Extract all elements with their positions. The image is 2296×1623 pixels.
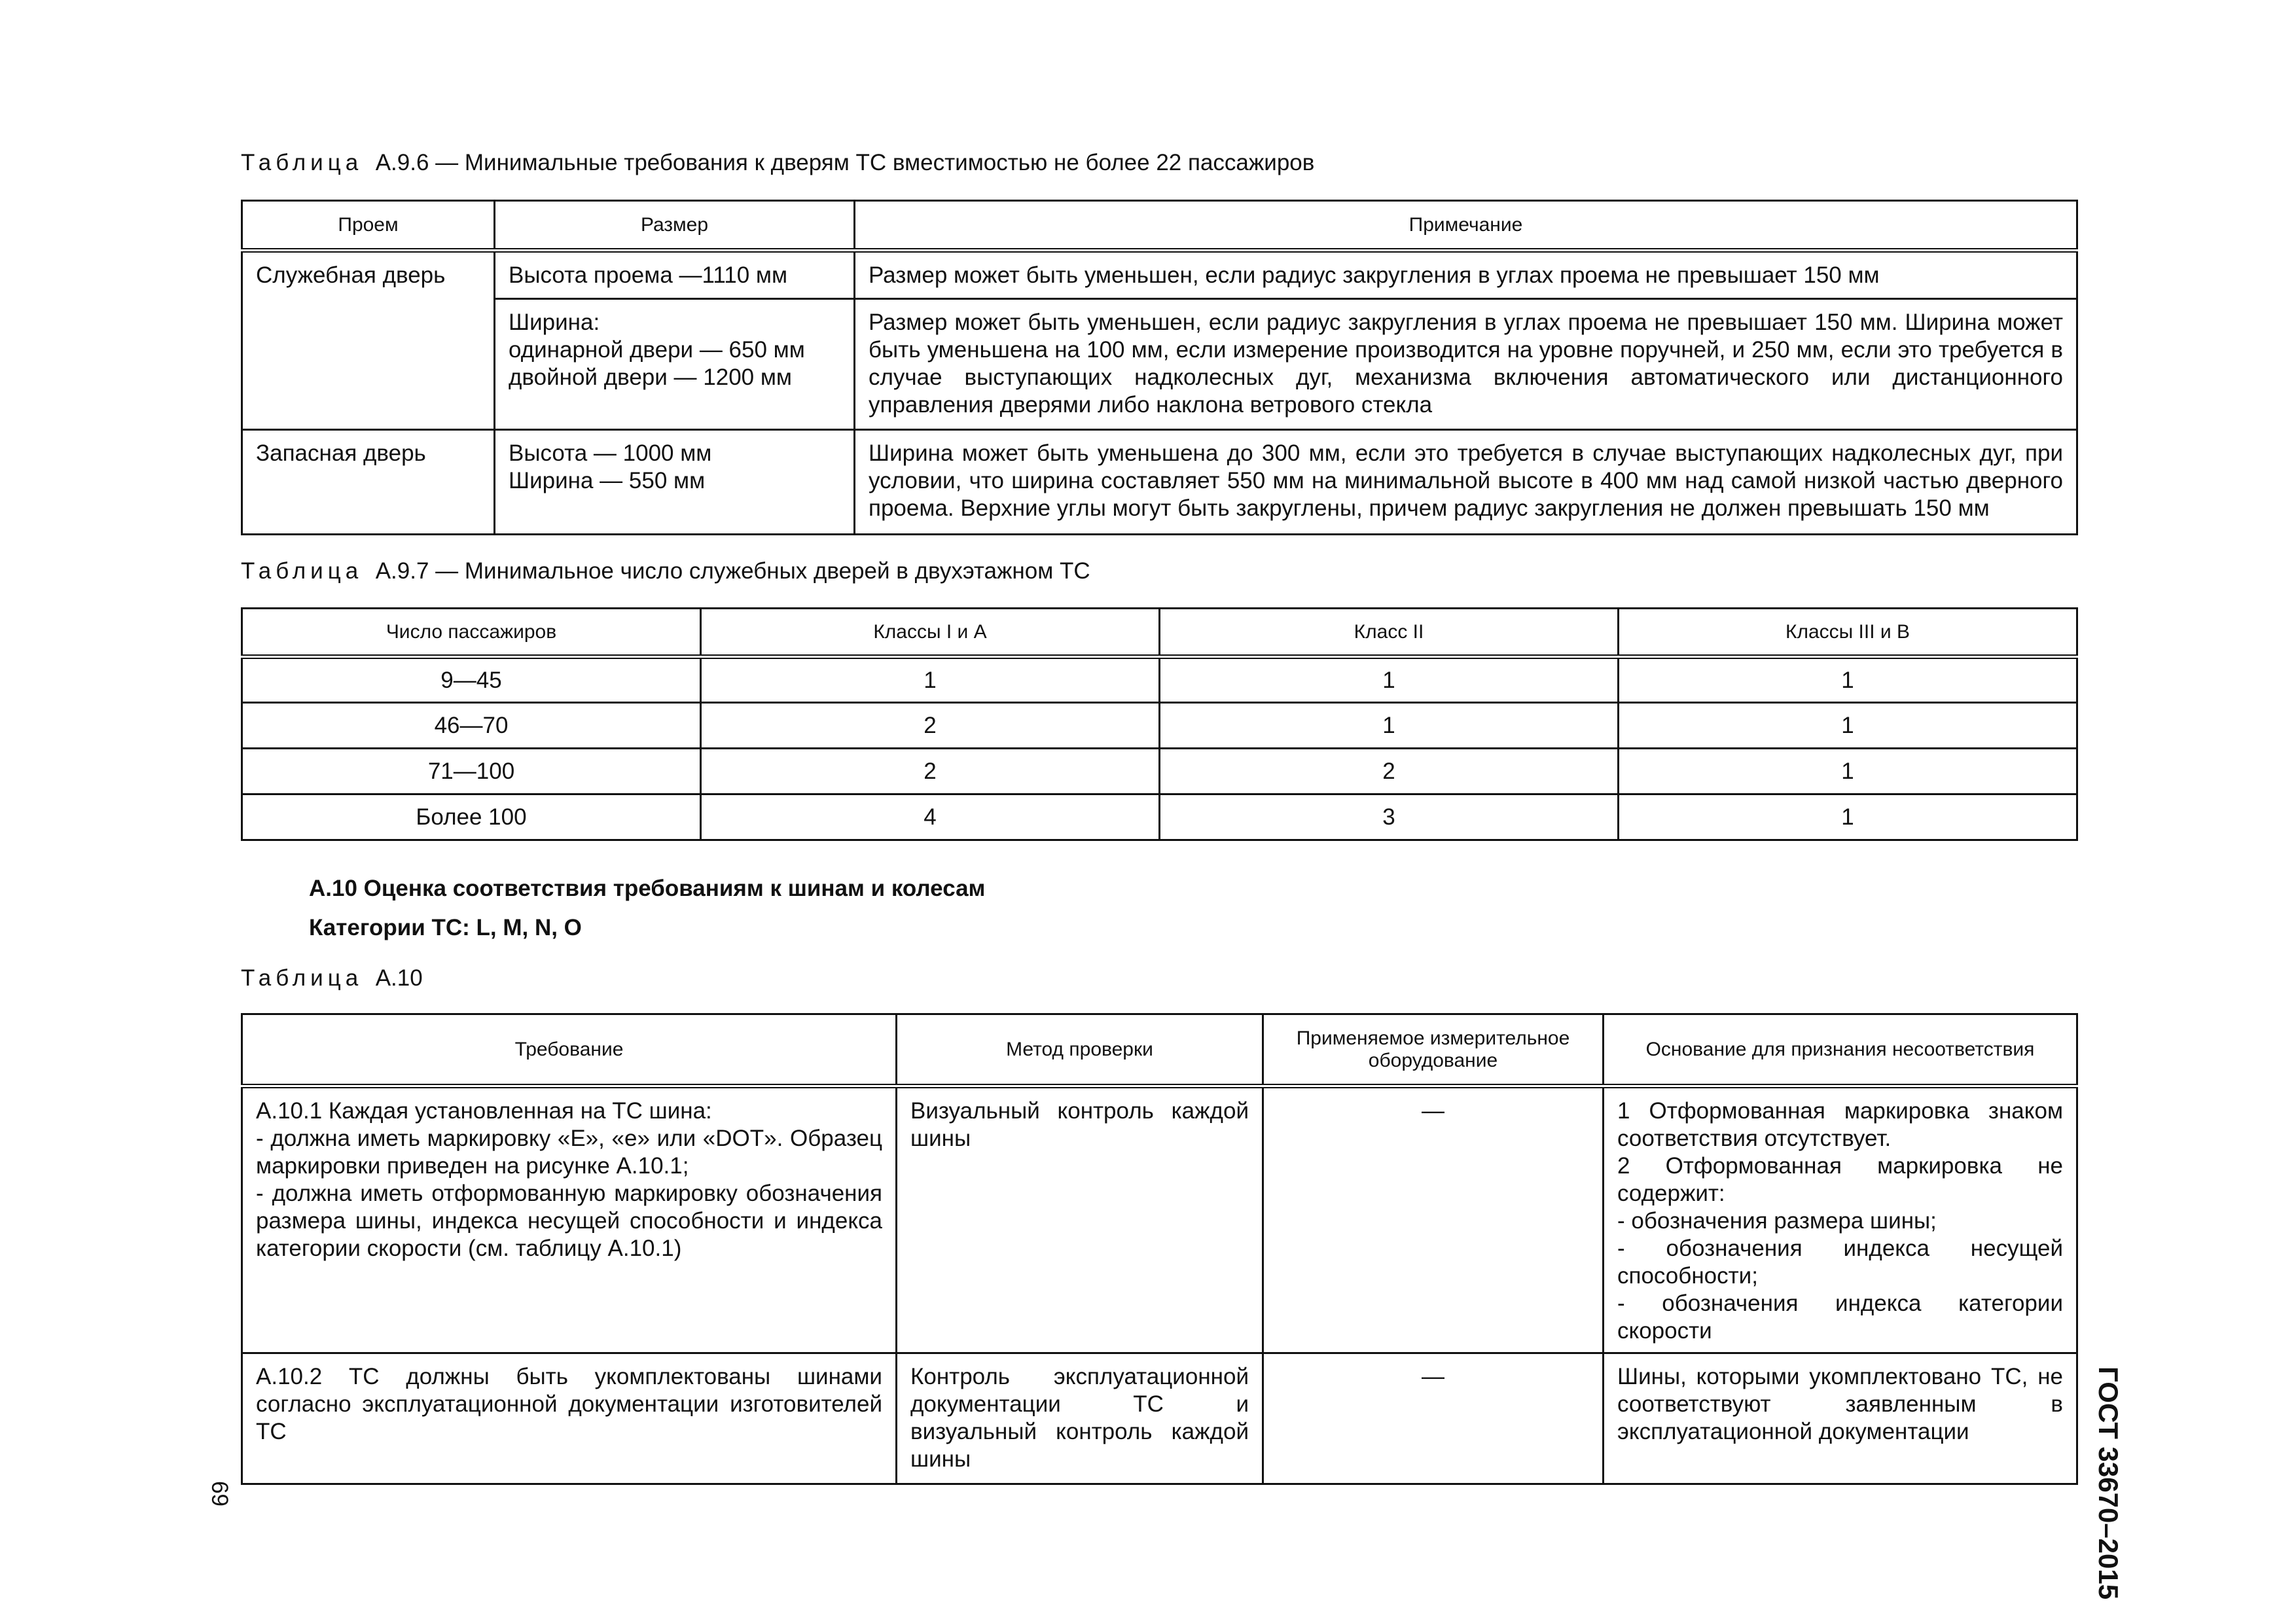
cell-text: —	[1422, 1098, 1444, 1124]
opening-cell	[242, 430, 495, 535]
basis-cell	[1604, 1353, 2077, 1484]
header-cell: Примечание	[855, 201, 2077, 251]
cell-text: Размер может быть уменьшен, если радиус закругления в углах проема не превышает 150 мм. Ширина может быть уменьшена на 100 мм, если измерение производится на уровне поручней, и 250 мм, если это требуется в случае выступающих надколесных дуг, механизма включения автоматического или дистанционного управления дверями либо наклона ветрового стекла	[869, 310, 2063, 418]
table-caption-label: Таблица	[241, 965, 363, 991]
cell-text: Служебная дверь	[256, 262, 446, 288]
table-a96	[241, 200, 2078, 535]
table-caption-text: А.10	[375, 965, 423, 991]
cell-line: Высота — 1000 мм	[509, 440, 712, 466]
table-caption-label: Таблица	[241, 150, 363, 175]
cell-text: —	[1422, 1364, 1444, 1389]
table-row	[242, 749, 2077, 794]
cell-line: - обозначения индекса категории скорости	[1617, 1291, 2063, 1344]
table-row	[242, 703, 2077, 749]
table-cell: 2	[1160, 749, 1619, 794]
table-row	[242, 1353, 2077, 1484]
table-header-row	[242, 201, 2077, 251]
basis-cell	[1604, 1086, 2077, 1353]
header-cell: Число пассажиров	[242, 609, 701, 657]
cell-line: - обозначения размера шины;	[1617, 1208, 1937, 1234]
cell-line: Ширина — 550 мм	[509, 468, 706, 493]
cell-text: Ширина может быть уменьшена до 300 мм, если это требуется в случае выступающих надколесных дуг, при условии, что ширина составляет 550 мм на минимальной высоте в 400 мм над самой низкой частью дверного проема. Верхние углы могут быть закруглены, причем радиус закругления не должен превышать 150 мм	[869, 440, 2063, 521]
table-row	[242, 1086, 2077, 1353]
equipment-cell	[1263, 1353, 1604, 1484]
table-cell: 1	[701, 657, 1160, 703]
table-cell: 1	[1619, 703, 2077, 749]
cell-line: 1 Отформованная маркировка знаком соответствия отсутствует.	[1617, 1098, 2063, 1151]
cell-line: одинарной двери — 650 мм	[509, 337, 805, 363]
header-cell: Размер	[495, 201, 855, 251]
table-header-row	[242, 1014, 2077, 1086]
document-code: ГОСТ 33670–2015	[2093, 1366, 2124, 1600]
cell-text: Высота проема —1110 мм	[509, 262, 788, 288]
cell-line: 2 Отформованная маркировка не содержит:	[1617, 1153, 2063, 1206]
requirement-cell	[242, 1353, 897, 1484]
table-header-row	[242, 609, 2077, 657]
cell-line: Ширина:	[509, 310, 600, 335]
section-heading: А.10 Оценка соответствия требованиям к шинам и колесам	[309, 876, 986, 901]
header-cell: Применяемое измерительное оборудование	[1263, 1014, 1604, 1086]
header-cell: Основание для признания несоответствия	[1604, 1014, 2077, 1086]
cell-line: А.10.2 ТС должны быть укомплектованы шинами согласно эксплуатационной документации изготовителей ТС	[256, 1364, 882, 1444]
size-cell	[495, 251, 855, 299]
opening-cell	[242, 251, 495, 430]
cell-line: А.10.1 Каждая установленная на ТС шина:	[256, 1098, 712, 1124]
table-row	[242, 299, 2077, 430]
cell-text: Запасная дверь	[256, 440, 426, 466]
table-cell: 1	[1619, 794, 2077, 840]
table-cell: 71—100	[242, 749, 701, 794]
size-cell	[495, 430, 855, 535]
cell-text: Визуальный контроль каждой шины	[910, 1098, 1249, 1151]
page-number: 69	[207, 1481, 232, 1507]
cell-line: - должна иметь отформованную маркировку обозначения размера шины, индекса несущей способности и индекса категории скорости (см. таблицу А.10.1)	[256, 1181, 882, 1261]
header-cell: Требование	[242, 1014, 897, 1086]
method-cell	[897, 1353, 1263, 1484]
header-cell: Классы III и B	[1619, 609, 2077, 657]
table-a10-caption	[241, 965, 423, 992]
equipment-cell	[1263, 1086, 1604, 1353]
note-cell	[855, 299, 2077, 430]
header-cell: Метод проверки	[897, 1014, 1263, 1086]
header-cell: Класс II	[1160, 609, 1619, 657]
table-cell: 46—70	[242, 703, 701, 749]
cell-line: - обозначения индекса несущей способности;	[1617, 1236, 2063, 1289]
note-cell	[855, 251, 2077, 299]
note-cell	[855, 430, 2077, 535]
table-cell: 1	[1160, 657, 1619, 703]
size-cell	[495, 299, 855, 430]
cell-text: Контроль эксплуатационной документации ТС и визуальный контроль каждой шины	[910, 1364, 1249, 1472]
table-a96-caption	[241, 149, 1314, 177]
table-row	[242, 251, 2077, 299]
table-cell: 1	[1619, 657, 2077, 703]
table-row	[242, 794, 2077, 840]
table-caption-label: Таблица	[241, 558, 363, 584]
method-cell	[897, 1086, 1263, 1353]
table-a97	[241, 607, 2078, 841]
table-caption-text: А.9.6 — Минимальные требования к дверям ТС вместимостью не более 22 пассажиров	[375, 150, 1315, 175]
cell-text: Размер может быть уменьшен, если радиус закругления в углах проема не превышает 150 мм	[869, 262, 1880, 288]
cell-line: Шины, которыми укомплектовано ТС, не соответствуют заявленным в эксплуатационной документации	[1617, 1364, 2063, 1444]
table-cell: 1	[1619, 749, 2077, 794]
table-a10	[241, 1013, 2078, 1485]
table-a97-caption	[241, 558, 1090, 585]
table-cell: 9—45	[242, 657, 701, 703]
header-cell: Проем	[242, 201, 495, 251]
table-row	[242, 430, 2077, 535]
table-cell: 1	[1160, 703, 1619, 749]
header-cell: Классы I и A	[701, 609, 1160, 657]
cell-line: двойной двери — 1200 мм	[509, 365, 792, 390]
table-cell: Более 100	[242, 794, 701, 840]
table-cell: 3	[1160, 794, 1619, 840]
table-cell: 2	[701, 703, 1160, 749]
table-cell: 4	[701, 794, 1160, 840]
section-categories: Категории ТС: L, M, N, O	[309, 915, 582, 940]
table-cell: 2	[701, 749, 1160, 794]
table-caption-text: А.9.7 — Минимальное число служебных дверей в двухэтажном ТС	[375, 558, 1090, 584]
cell-line: - должна иметь маркировку «Е», «е» или «DOT». Образец маркировки приведен на рисунке А.10.1;	[256, 1126, 882, 1179]
table-row	[242, 657, 2077, 703]
requirement-cell	[242, 1086, 897, 1353]
